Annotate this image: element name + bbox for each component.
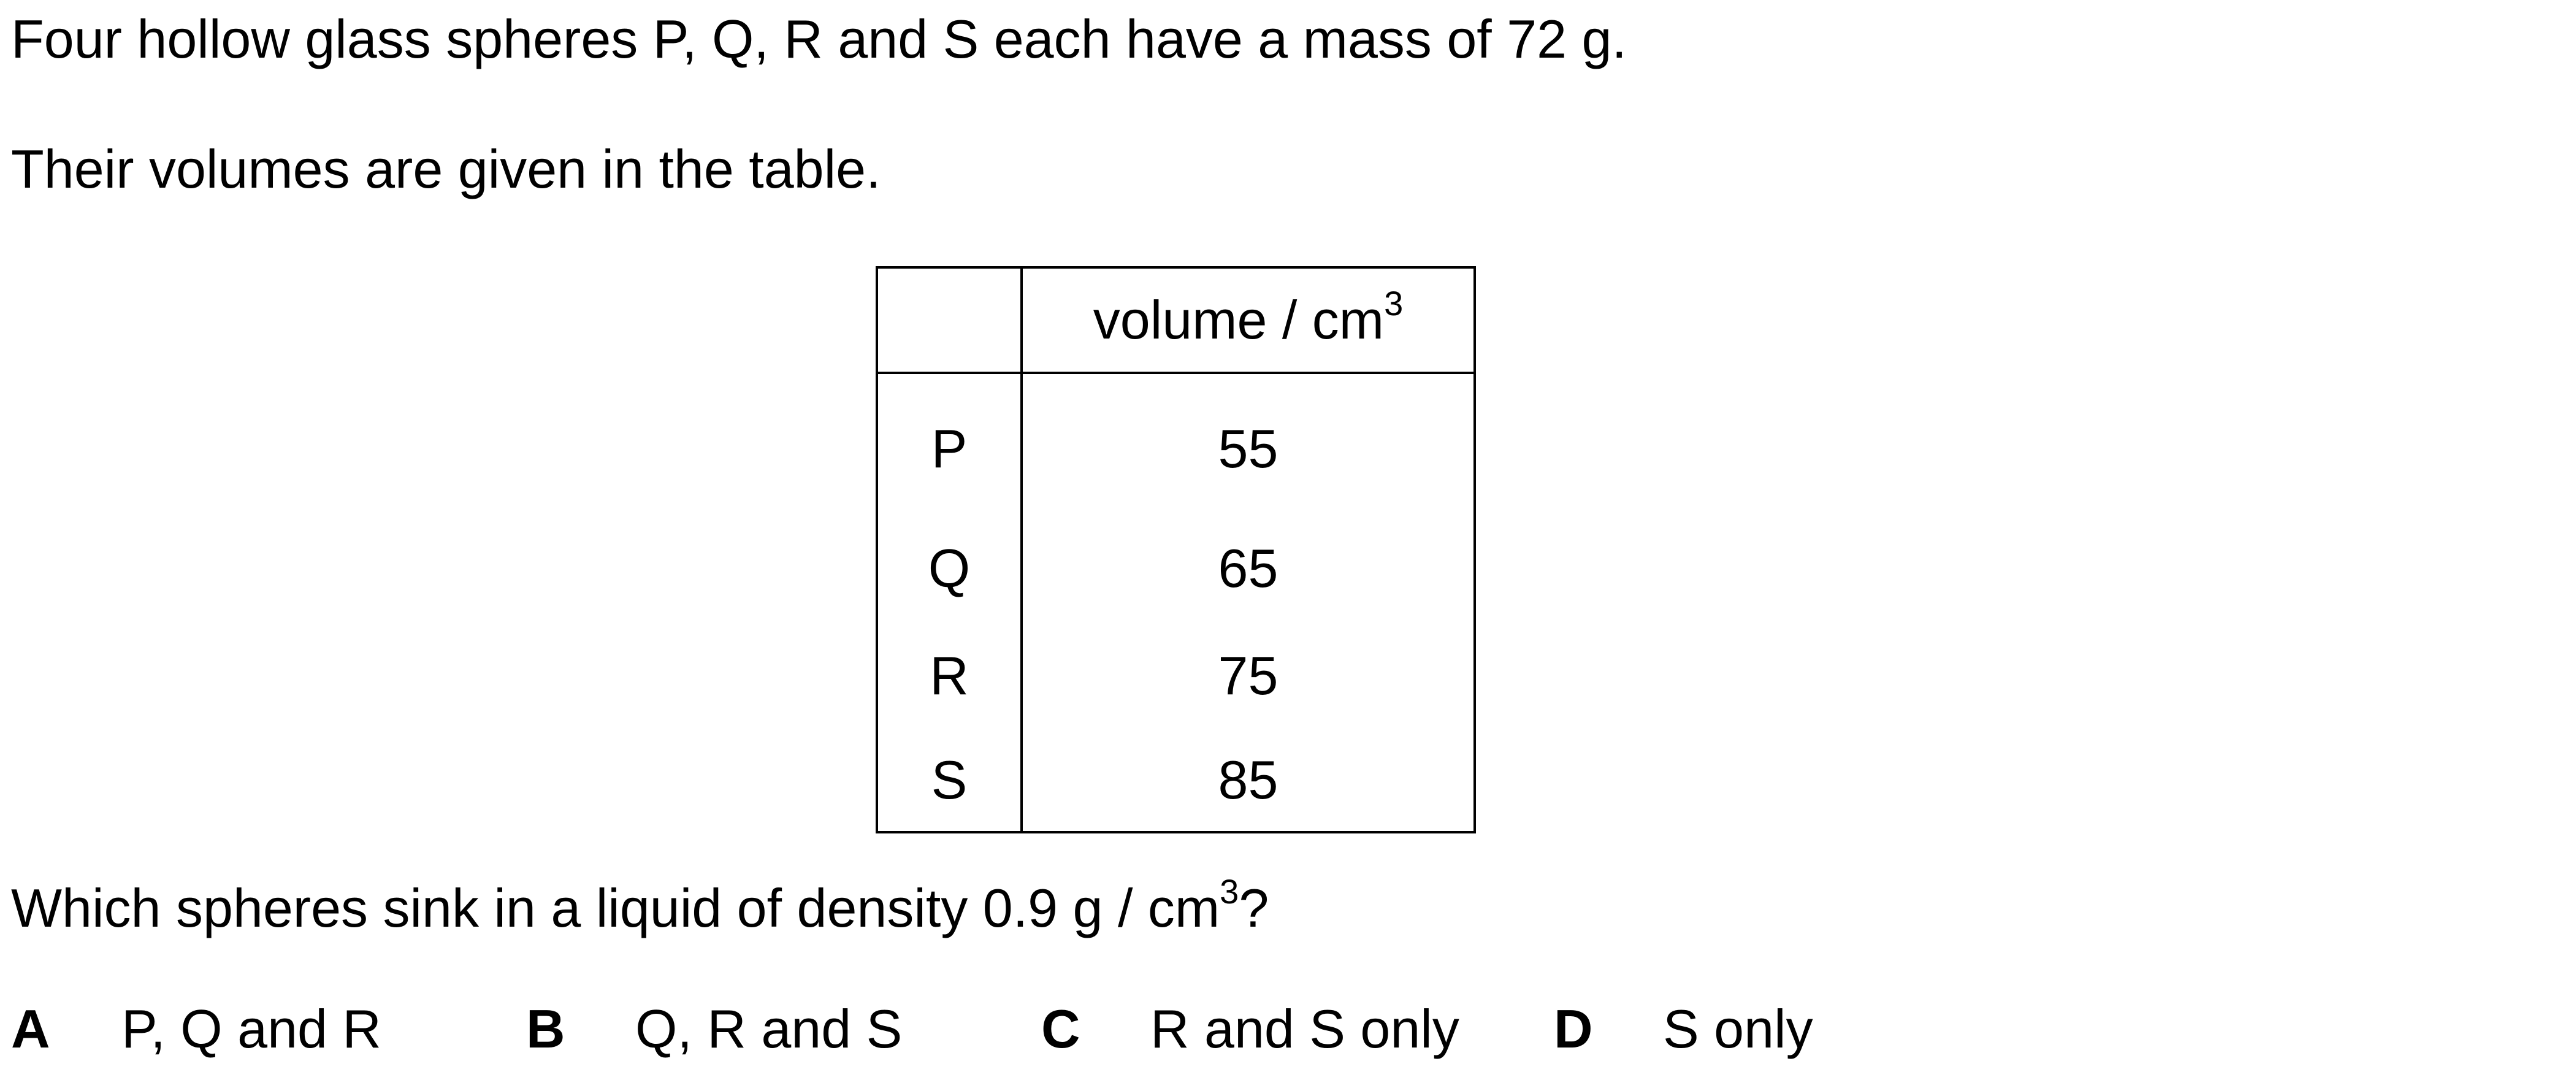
table-row [877,729,1475,832]
option-d-text[interactable]: S only [1663,998,1813,1059]
table-row [877,622,1475,729]
prompt-text: Which spheres sink in a liquid of density 0.9 g / cm [11,878,1220,938]
option-d-letter[interactable]: D [1554,998,1593,1059]
prompt-end: ? [1239,878,1269,938]
sphere-label: Q [877,515,1022,622]
sphere-label: P [877,373,1022,515]
table-header-row [877,267,1475,373]
sphere-volume: 55 [1022,373,1475,515]
table-header-blank [877,267,1022,373]
option-b-letter[interactable]: B [526,998,565,1059]
option-c-text[interactable]: R and S only [1150,998,1459,1059]
volume-header-superscript: 3 [1384,284,1404,323]
prompt-superscript: 3 [1220,872,1239,911]
option-a-text[interactable]: P, Q and R [121,998,381,1059]
sphere-volume: 75 [1022,622,1475,729]
sphere-label: S [877,729,1022,832]
option-c-letter[interactable]: C [1041,998,1080,1059]
volume-header-text: volume / cm [1093,289,1385,350]
sphere-label: R [877,622,1022,729]
question-intro: Four hollow glass spheres P, Q, R and S each have a mass of 72 g. [11,9,1627,69]
table-row [877,373,1475,515]
table-row [877,515,1475,622]
volume-table [876,266,1476,833]
option-b-text[interactable]: Q, R and S [635,998,903,1059]
question-prompt [11,872,1269,938]
table-header-volume [1022,267,1475,373]
sphere-volume: 85 [1022,729,1475,832]
option-a-letter[interactable]: A [11,998,50,1059]
sphere-volume: 65 [1022,515,1475,622]
table-intro: Their volumes are given in the table. [11,139,881,199]
